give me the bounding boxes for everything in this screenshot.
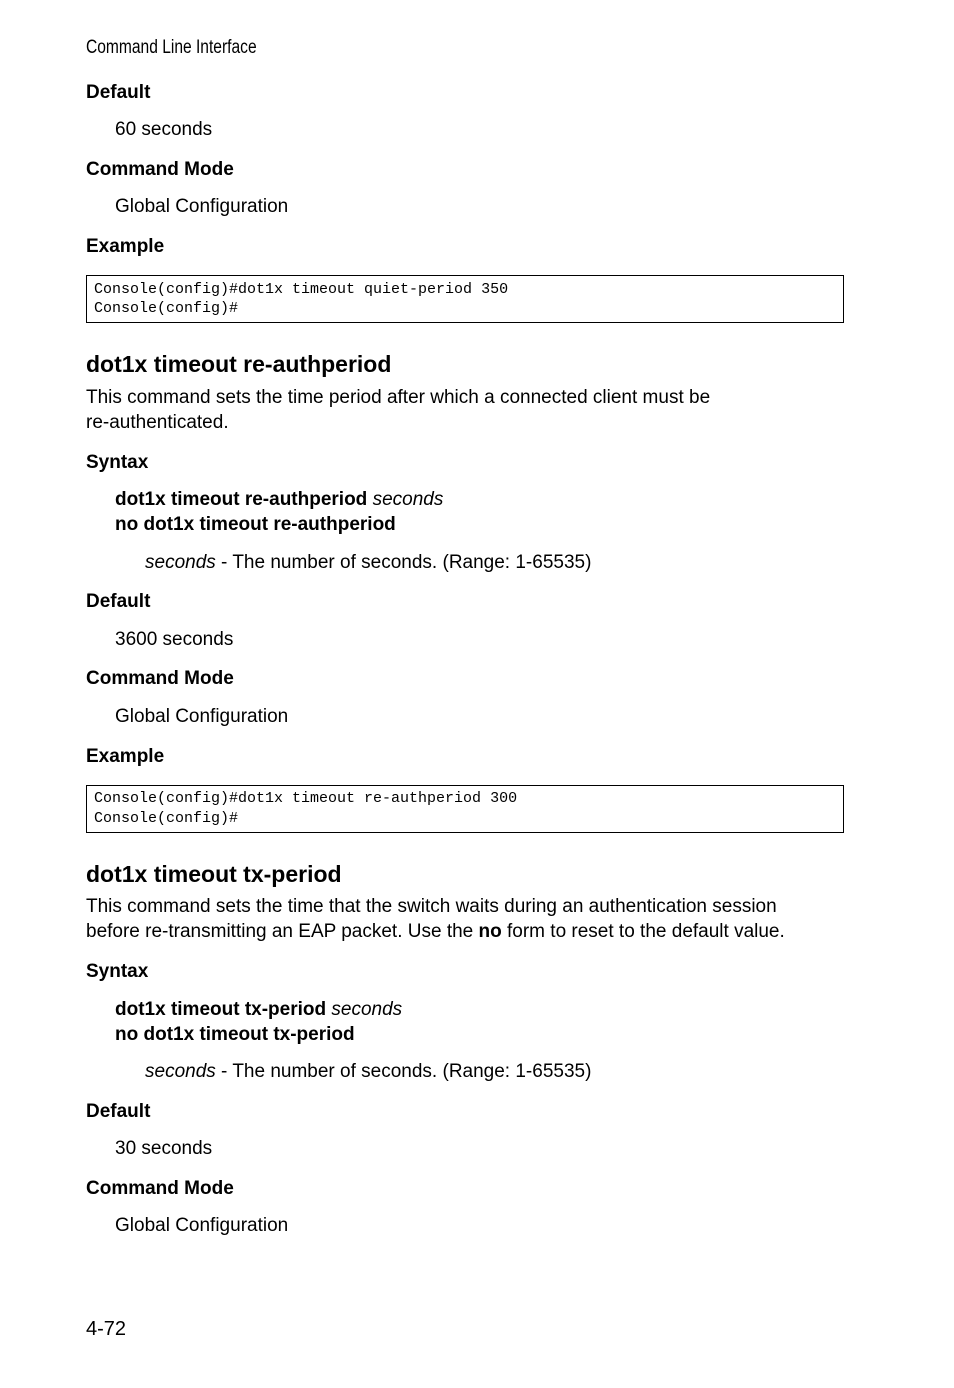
syntax-no-form: no dot1x timeout re-authperiod (115, 514, 396, 535)
description-line: This command sets the time that the switch waits during an authentication session (86, 896, 777, 917)
command-mode-value: Global Configuration (115, 196, 289, 217)
example-heading: Example (86, 746, 165, 767)
code-line: Console(config)#dot1x timeout re-authperiod 300 (94, 790, 518, 807)
syntax-command (115, 489, 443, 511)
syntax-heading: Syntax (86, 961, 149, 982)
section-title: dot1x timeout re-authperiod (86, 351, 392, 377)
default-heading: Default (86, 591, 151, 612)
command-mode-heading: Command Mode (86, 1178, 234, 1199)
parameter-description (145, 1061, 591, 1083)
parameter-name: seconds (145, 552, 216, 573)
parameter-text: - The number of seconds. (Range: 1-65535) (215, 552, 592, 573)
command-mode-heading: Command Mode (86, 668, 234, 689)
example-heading: Example (86, 236, 165, 257)
code-example-box (86, 785, 844, 833)
syntax-no-form: no dot1x timeout tx-period (115, 1024, 355, 1045)
page-number: 4-72 (86, 1318, 127, 1340)
description-line: This command sets the time period after which a connected client must be (86, 387, 711, 408)
description-keyword: no (478, 921, 502, 942)
syntax-heading: Syntax (86, 452, 149, 473)
parameter-name: seconds (145, 1061, 216, 1082)
default-value: 3600 seconds (115, 629, 234, 650)
syntax-parameter: seconds (372, 489, 444, 510)
syntax-parameter: seconds (331, 999, 403, 1020)
syntax-command-name: dot1x timeout tx-period (115, 999, 327, 1020)
default-value: 30 seconds (115, 1138, 213, 1159)
description-line: re-authenticated. (86, 412, 229, 433)
parameter-description (145, 552, 591, 574)
section-title: dot1x timeout tx-period (86, 861, 342, 887)
default-heading: Default (86, 1101, 151, 1122)
command-mode-value: Global Configuration (115, 1215, 289, 1236)
running-header: Command Line Interface (86, 37, 257, 58)
description-text: form to reset to the default value. (501, 921, 785, 942)
description-line (86, 921, 785, 943)
syntax-command-name: dot1x timeout re-authperiod (115, 489, 368, 510)
command-mode-heading: Command Mode (86, 159, 234, 180)
default-heading: Default (86, 82, 151, 103)
parameter-text: - The number of seconds. (Range: 1-65535) (215, 1061, 592, 1082)
code-line: Console(config)# (94, 810, 239, 827)
code-line: Console(config)#dot1x timeout quiet-period 350 (94, 281, 509, 298)
default-value: 60 seconds (115, 119, 213, 140)
description-text: before re-transmitting an EAP packet. Use the (86, 921, 479, 942)
syntax-command (115, 999, 402, 1021)
code-line: Console(config)# (94, 300, 239, 317)
command-mode-value: Global Configuration (115, 706, 289, 727)
code-example-box (86, 275, 844, 323)
